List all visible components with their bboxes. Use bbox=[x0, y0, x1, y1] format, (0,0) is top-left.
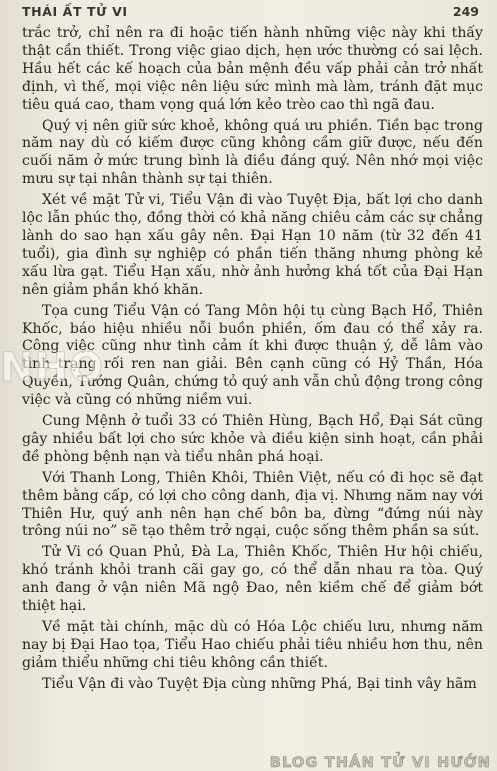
running-title: THÁI ẤT TỬ VI bbox=[22, 4, 128, 19]
paragraph: Tọa cung Tiểu Vận có Tang Môn hội tụ cùng Bạch Hổ, Thiên Khốc, báo hiệu nhiều nỗi buồn phiền, ốm đau có thể xảy ra. Công việc cũng như tình cảm ít khi được thuận ý, dễ lâm vào tình trạng rối ren nan giải. Bên cạnh cũng có Hỷ Thần, Hóa Quyền, Tướng Quân, chứng tỏ quý anh vẫn chủ động trong công việc và cũng có những niềm vui. bbox=[22, 302, 483, 409]
page-number: 249 bbox=[452, 4, 479, 19]
watermark-footer: BLOG THÁN TỬ VI HƯỚN bbox=[269, 755, 491, 771]
paragraph: Xét về mặt Tử vi, Tiểu Vận đi vào Tuyệt Địa, bất lợi cho danh lộc lẫn phúc thọ, đồng thời có khả năng chiêu cảm các sự chẳng lành do sao hạn xấu gây nên. Đại Hạn 10 năm (từ 32 đến 41 tuổi), gia đình sự nghiệp có phần tiến thăng nhưng phòng kẻ xấu lừa gạt. Tiểu Hạn xấu, nhờ ảnh hưởng khá tốt của Đại Hạn nên giảm phần khó khăn. bbox=[22, 192, 483, 298]
watermark-left: NHO bbox=[0, 345, 104, 391]
page-body-text bbox=[22, 25, 483, 694]
paragraph: Cung Mệnh ở tuổi 33 có Thiên Hùng, Bạch Hổ, Đại Sát cũng gây nhiều bất lợi cho sức khỏe và điều kiện sinh hoạt, cần phải đề phòng bệnh nạn và tiểu nhân phá hoại. bbox=[22, 413, 483, 465]
paragraph: Tử Vi có Quan Phủ, Đà La, Thiên Khốc, Thiên Hư hội chiếu, khó tránh khỏi tranh cãi gay go, có thể dẫn nhau ra tòa. Quý anh đang ở vận niên Mã ngộ Đao, nên kiềm chế để giảm bớt thiệt hại. bbox=[22, 544, 483, 615]
paragraph: trắc trở, chỉ nên ra đi hoặc tiến hành những việc này khi thấy thật cần thiết. Trong việc giao dịch, hẹn ước thường có sai lệch. Hầu hết các kế hoạch của bản mệnh đều vấp phải cản trở nhất định, vì thế, mọi việc nên liệu sức mình mà làm, tránh đặt mục tiêu quá cao, tham vọng quá lớn kẻo trèo cao thì ngã đau. bbox=[22, 25, 483, 113]
page-header bbox=[22, 4, 479, 24]
paragraph: Về mặt tài chính, mặc dù có Hóa Lộc chiếu lưu, nhưng năm nay bị Đại Hao tọa, Tiểu Hao chiếu phải tiêu nhiều hơn thu, nên giảm thiểu những chi tiêu không cần thiết. bbox=[22, 619, 483, 671]
paragraph: Tiểu Vận đi vào Tuyệt Địa cùng những Phá, Bại tinh vây hãm bbox=[42, 675, 477, 692]
paragraph: Quý vị nên giữ sức khoẻ, không quá ưu phiền. Tiền bạc trong năm nay dù có kiếm được cũng không cầm giữ được, nếu đến cuối năm ở mức trung bình là điều đáng quý. Nên nhớ mọi việc mưu sự tại nhân thành sự tại thiên. bbox=[22, 117, 483, 188]
paragraph: Với Thanh Long, Thiên Khôi, Thiên Việt, nếu có đi học sẽ đạt thêm bằng cấp, có lợi cho công danh, địa vị. Nhưng năm nay với Thiên Hư, quý anh nên hạn chế bôn ba, đừng “đứng núi này trông núi no” sẽ tạo thêm trở ngại, cuộc sống thêm phần sa sút. bbox=[22, 469, 483, 540]
